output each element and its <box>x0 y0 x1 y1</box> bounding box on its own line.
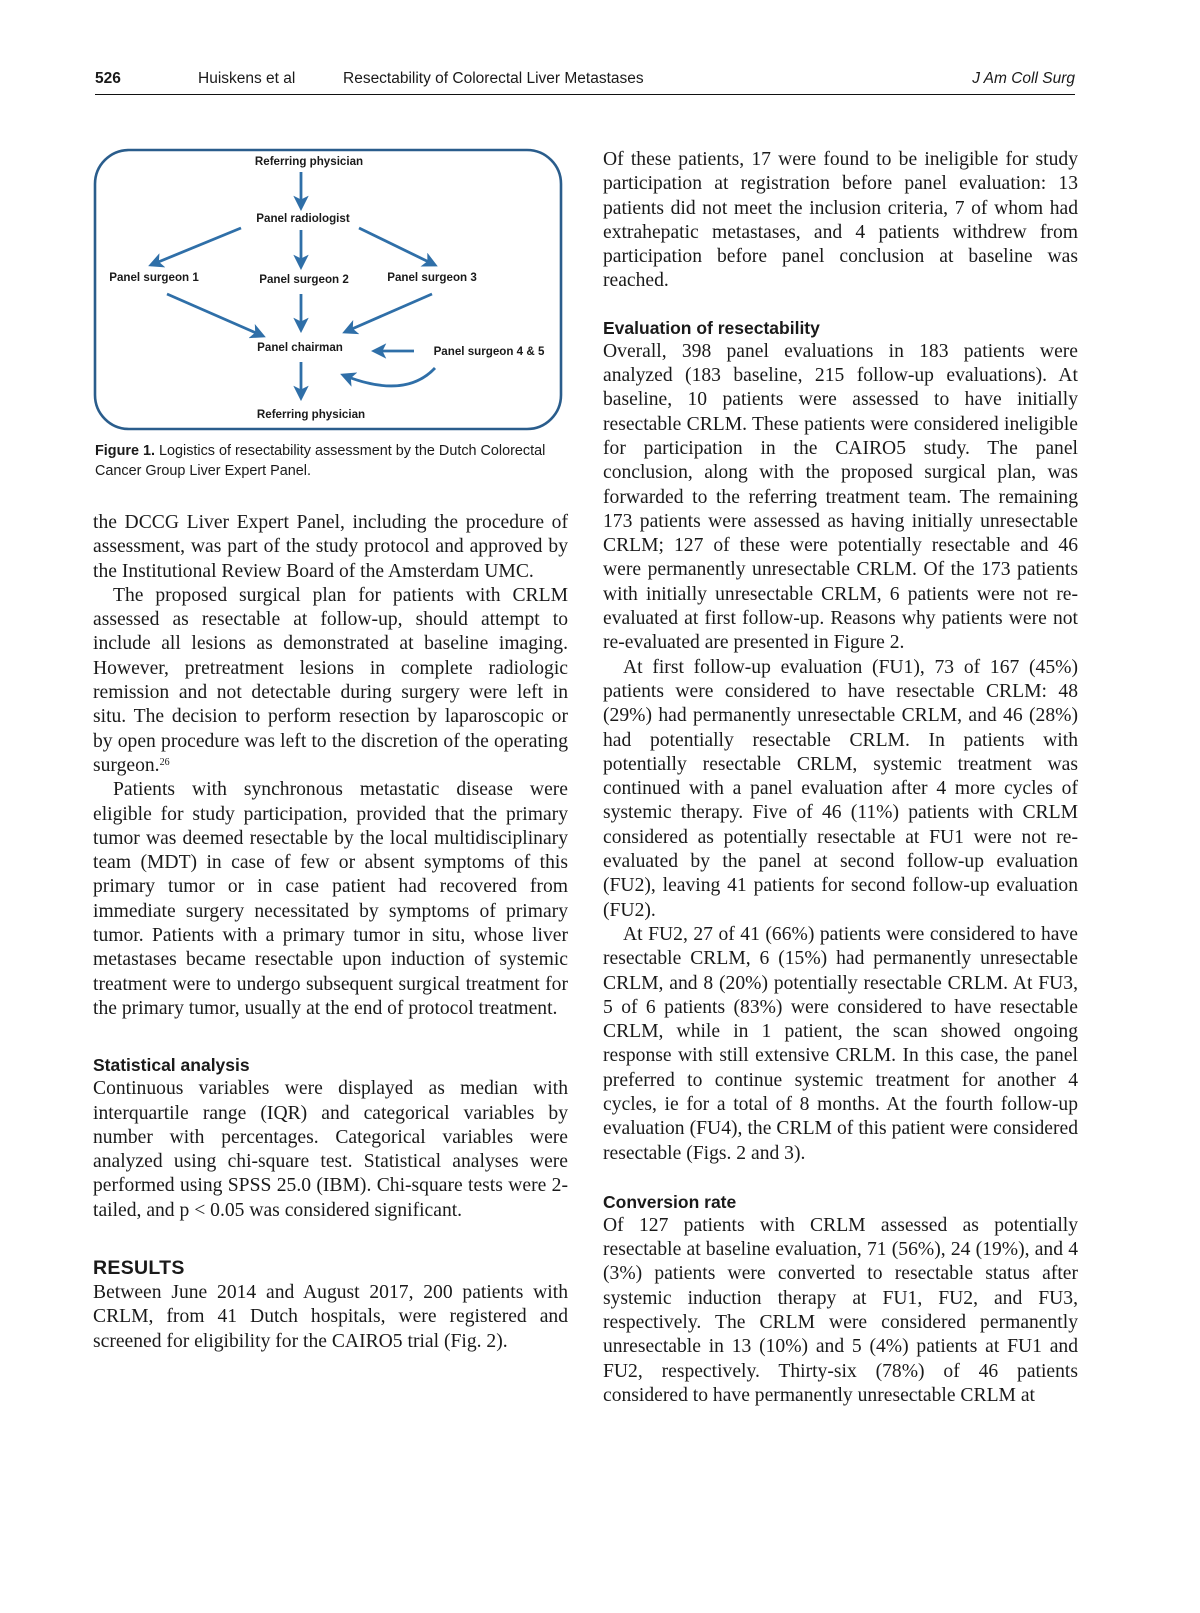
logistics-flowchart <box>93 148 563 431</box>
node-panel-surgeon-2: Panel surgeon 2 <box>259 273 349 286</box>
page-number: 526 <box>95 70 121 87</box>
running-header <box>95 68 1075 95</box>
arrow-radiologist-to-surgeon-3 <box>359 228 435 265</box>
paragraph-surgical-plan-text: The proposed surgical plan for patients with CRLM assessed as resectable at follow-up, should attempt to include all lesions as demonstrated at baseline imaging. However, pretreatment lesions in complete radiologic remission and not detectable during surgery were left in situ. The decision to perform resection by laparoscopic or by open procedure was left to the discretion of the operating surgeon. <box>93 584 568 776</box>
paragraph-panel-evaluations: Overall, 398 panel evaluations in 183 patients were analyzed (183 baseline, 215 follow-up evaluations). At baseline, 10 patients were assessed to have initially resectable CRLM. These patients were considered ineligible for participation in the CAIRO5 study. The panel conclusion, along with the proposed surgical plan, was forwarded to the referring treatment team. The remaining 173 patients were assessed as having initially unresectable CRLM; 127 of these were potentially resectable and 46 were permanently unresectable CRLM. Of the 173 patients with initially unresectable CRLM, 6 patients were not re-evaluated at first follow-up. Reasons why patients were not re-evaluated are presented in Figure 2. <box>603 340 1078 654</box>
left-column <box>93 148 568 1354</box>
flowchart-frame <box>95 150 561 429</box>
node-referring-physician-top: Referring physician <box>254 155 364 168</box>
node-panel-surgeon-1: Panel surgeon 1 <box>109 271 199 284</box>
paragraph-second-follow-up: At FU2, 27 of 41 (66%) patients were considered to have resectable CRLM, 6 (15%) had permanently unresectable CRLM, and 8 (20%) potentially resectable CRLM. At FU3, 5 of 6 patients (83%) were considered to have resectable CRLM, while in 1 patient, the scan showed ongoing response with still extensive CRLM. In this case, the panel preferred to continue systemic treatment for another 4 cycles, ie for a total of 8 months. At the fourth follow-up evaluation (FU4), the CRLM of this patient were considered resectable (Figs. 2 and 3). <box>603 923 1078 1164</box>
citation-26: 26 <box>159 756 170 768</box>
arrow-radiologist-to-surgeon-1 <box>151 228 241 265</box>
arrow-surgeon-1-to-chairman <box>167 294 263 336</box>
journal-name: J Am Coll Surg <box>972 70 1075 87</box>
node-referring-physician-bottom: Referring physician <box>256 408 366 421</box>
node-panel-surgeon-3: Panel surgeon 3 <box>387 271 477 284</box>
node-panel-chairman: Panel chairman <box>257 341 343 354</box>
heading-conversion-rate: Conversion rate <box>603 1191 737 1212</box>
figure-1 <box>93 148 563 431</box>
paragraph-conversion-rate: Of 127 patients with CRLM assessed as potentially resectable at baseline evaluation, 71 (56%), 24 (19%), and 4 (3%) patients were converted to resectable status after systemic induction therapy at FU1, FU2, and FU3, respectively. The CRLM were considered permanently unresectable in 13 (10%) and 5 (4%) patients at FU1 and FU2, respectively. Thirty-six (78%) of 46 patients considered to have permanently unresectable CRLM at <box>603 1214 1078 1406</box>
heading-results: RESULTS <box>93 1257 185 1280</box>
paragraph-synchronous-disease: Patients with synchronous metastatic disease were eligible for study participation, provided that the primary tumor was deemed resectable by the local multidisciplinary team (MDT) in case of few or absent symptoms of this primary tumor or in case patient had recovered from immediate surgery necessitated by symptoms of primary tumor. Patients with a primary tumor in situ, whose liver metastases became resectable upon induction of systemic treatment were to undergo subsequent surgical treatment for the primary tumor, usually at the end of protocol treatment. <box>93 779 568 1019</box>
arrow-curved-feedback <box>343 368 435 386</box>
figure-caption <box>95 441 565 481</box>
arrow-surgeon-3-to-chairman <box>345 294 432 332</box>
paragraph-panel-approval: the DCCG Liver Expert Panel, including the procedure of assessment, was part of the study protocol and approved by the Institutional Review Board of the Amsterdam UMC. <box>93 512 568 582</box>
running-title: Resectability of Colorectal Liver Metastases <box>343 70 644 87</box>
heading-statistical-analysis: Statistical analysis <box>93 1055 250 1076</box>
figure-caption-label: Figure 1. <box>95 443 155 459</box>
right-column <box>603 148 1078 1408</box>
figure-caption-text: Logistics of resectability assessment by the Dutch Colorectal Cancer Group Liver Expert Panel. <box>95 443 546 479</box>
paragraph-surgical-plan <box>93 584 568 778</box>
node-panel-radiologist: Panel radiologist <box>256 212 350 225</box>
paragraph-results-intro: Between June 2014 and August 2017, 200 patients with CRLM, from 41 Dutch hospitals, were registered and screened for eligibility for the CAIRO5 trial (Fig. 2). <box>93 1282 568 1352</box>
paragraph-ineligible-patients: Of these patients, 17 were found to be ineligible for study participation at registration before panel evaluation: 13 patients did not meet the inclusion criteria, 7 of whom had extrahepatic metastases, and 4 patients withdrew from participation before panel conclusion at baseline was reached. <box>603 149 1078 292</box>
running-authors: Huiskens et al <box>198 70 296 87</box>
paragraph-first-follow-up: At first follow-up evaluation (FU1), 73 of 167 (45%) patients were considered to have resectable CRLM: 48 (29%) had permanently unresectable CRLM, and 46 (28%) had potentially resectable CRLM. In patients with potentially resectable CRLM, systemic treatment was continued with a panel evaluation after 4 more cycles of systemic therapy. Five of 46 (11%) patients with CRLM considered as potentially resectable at FU1 were not re-evaluated by the panel at second follow-up evaluation (FU2), leaving 41 patients for second follow-up evaluation (FU2). <box>603 656 1078 921</box>
heading-evaluation-of-resectability: Evaluation of resectability <box>603 317 820 338</box>
node-panel-surgeon-4-5: Panel surgeon 4 & 5 <box>433 345 545 358</box>
paragraph-statistical-analysis: Continuous variables were displayed as median with interquartile range (IQR) and categorical variables by number with percentages. Categorical variables were analyzed using chi-square test. Statistical analyses were performed using SPSS 25.0 (IBM). Chi-square tests were 2-tailed, and p < 0.05 was considered significant. <box>93 1078 568 1221</box>
